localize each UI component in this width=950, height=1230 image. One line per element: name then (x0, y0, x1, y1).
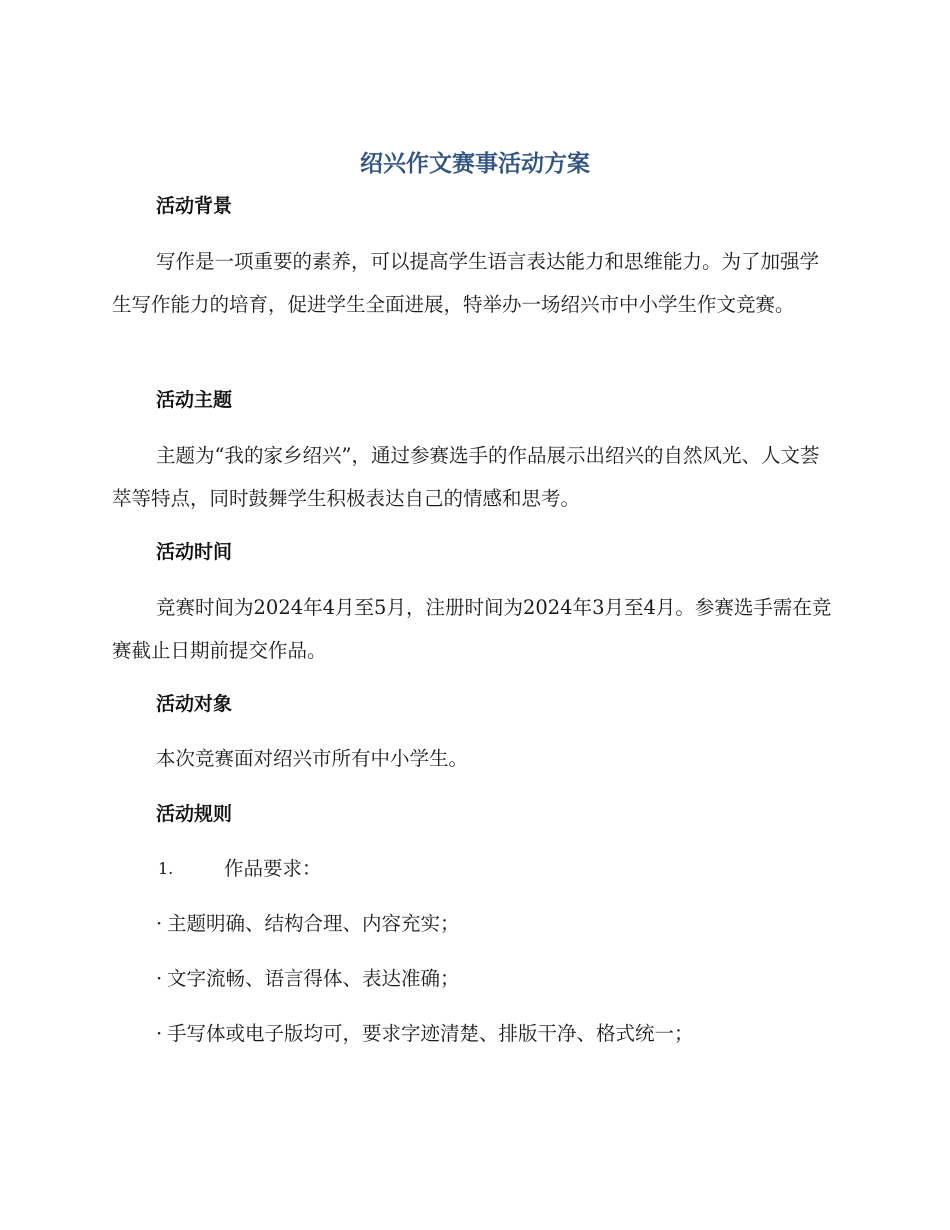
bullet-dot: · (156, 912, 163, 935)
heading-rules: 活动规则 (156, 803, 233, 825)
paragraph-background: 写作是一项重要的素养，可以提高学生语言表达能力和思维能力。为了加强学生写作能力的培育，促进学生全面进展，特举办一场绍兴市中小学生作文竞赛。 (112, 250, 820, 316)
bullet-item (156, 1020, 694, 1048)
bullet-text: 手写体或电子版均可，要求字迹清楚、排版干净、格式统一； (167, 1022, 694, 1045)
bullet-item (156, 910, 460, 938)
heading-theme: 活动主题 (156, 389, 233, 411)
document-title: 绍兴作文赛事活动方案 (360, 151, 590, 177)
bullet-item (156, 965, 460, 993)
heading-time: 活动时间 (156, 541, 233, 563)
bullet-text: 文字流畅、语言得体、表达准确； (167, 967, 460, 990)
heading-background: 活动背景 (156, 195, 233, 217)
bullet-dot: · (156, 1022, 163, 1045)
heading-audience: 活动对象 (156, 693, 233, 715)
paragraph-audience: 本次竞赛面对绍兴市所有中小学生。 (156, 747, 469, 770)
list-item-number: 1. (158, 859, 174, 878)
paragraph-theme: 主题为“我的家乡绍兴”，通过参赛选手的作品展示出绍兴的自然风光、人文荟萃等特点，同时鼓舞学生积极表达自己的情感和思考。 (112, 444, 820, 510)
list-item-label: 作品要求： (224, 857, 322, 880)
paragraph-time: 竞赛时间为2024年4月至5月，注册时间为2024年3月至4月。参赛选手需在竞赛截止日期前提交作品。 (112, 596, 832, 662)
bullet-dot: · (156, 967, 163, 990)
bullet-text: 主题明确、结构合理、内容充实； (167, 912, 460, 935)
